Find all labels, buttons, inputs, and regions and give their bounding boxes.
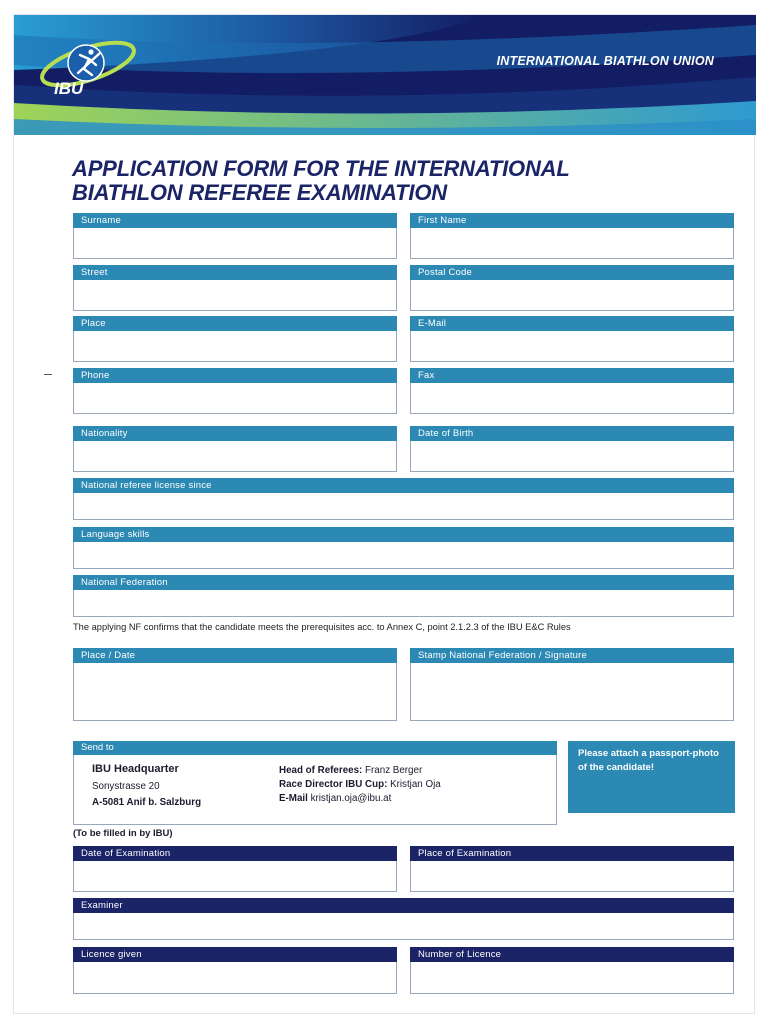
date-of-examination-input[interactable] <box>73 861 397 892</box>
street-input[interactable] <box>73 280 397 311</box>
national-federation-input[interactable] <box>73 590 734 617</box>
postal-code-input[interactable] <box>410 280 734 311</box>
stamp-signature-field[interactable] <box>410 648 734 721</box>
hq-city: A-5081 Anif b. Salzburg <box>92 797 202 808</box>
postal-code-field[interactable] <box>410 265 734 311</box>
confirm-note: The applying NF confirms that the candidate meets the prerequisites acc. to Annex C, point 2.1.2.3 of the IBU E&C Rules <box>73 622 571 632</box>
place-date-field[interactable] <box>73 648 397 721</box>
licence-given-field[interactable] <box>73 947 397 994</box>
header-banner <box>14 15 756 135</box>
send-to-section <box>73 741 557 825</box>
language-skills-field[interactable] <box>73 527 734 569</box>
first-name-label: First Name <box>410 213 734 228</box>
phone-label: Phone <box>73 368 397 383</box>
fax-field[interactable] <box>410 368 734 414</box>
fax-input[interactable] <box>410 383 734 414</box>
passport-photo-note: Please attach a passport-photo of the candidate! <box>568 741 735 813</box>
place-of-examination-field[interactable] <box>410 846 734 892</box>
language-skills-input[interactable] <box>73 542 734 569</box>
ibu-logo-icon <box>34 29 142 115</box>
surname-input[interactable] <box>73 228 397 259</box>
phone-input[interactable] <box>73 383 397 414</box>
phone-field[interactable] <box>73 368 397 414</box>
license-since-label: National referee license since <box>73 478 734 493</box>
surname-field[interactable] <box>73 213 397 259</box>
place-label: Place <box>73 316 397 331</box>
stamp-signature-label: Stamp National Federation / Signature <box>410 648 734 663</box>
date-of-birth-field[interactable] <box>410 426 734 472</box>
date-of-examination-field[interactable] <box>73 846 397 892</box>
national-federation-field[interactable] <box>73 575 734 617</box>
examiner-label: Examiner <box>73 898 734 913</box>
postal-code-label: Postal Code <box>410 265 734 280</box>
first-name-field[interactable] <box>410 213 734 259</box>
hq-street: Sonystrasse 20 <box>92 781 160 792</box>
email-field[interactable] <box>410 316 734 362</box>
email-input[interactable] <box>410 331 734 362</box>
license-since-field[interactable] <box>73 478 734 520</box>
national-federation-label: National Federation <box>73 575 734 590</box>
language-skills-label: Language skills <box>73 527 734 542</box>
examiner-field[interactable] <box>73 898 734 940</box>
first-name-input[interactable] <box>410 228 734 259</box>
place-input[interactable] <box>73 331 397 362</box>
licence-given-label: Licence given <box>73 947 397 962</box>
page-title <box>72 157 712 205</box>
email-label: E-Mail <box>410 316 734 331</box>
place-field[interactable] <box>73 316 397 362</box>
ibu-section-note: (To be filled in by IBU) <box>73 828 173 839</box>
org-name: INTERNATIONAL BIATHLON UNION <box>496 54 714 68</box>
nationality-field[interactable] <box>73 426 397 472</box>
race-director <box>279 779 441 790</box>
head-of-referees <box>279 765 422 776</box>
title-line-2: BIATHLON REFEREE EXAMINATION <box>72 180 447 205</box>
logo-text: IBU <box>54 79 84 98</box>
send-to-label: Send to <box>73 741 557 755</box>
licence-given-input[interactable] <box>73 962 397 994</box>
contact-email <box>279 793 391 804</box>
form-page <box>13 14 755 1014</box>
margin-mark <box>44 374 52 375</box>
date-of-birth-label: Date of Birth <box>410 426 734 441</box>
head-of-referees-value: Franz Berger <box>365 765 423 776</box>
head-of-referees-label: Head of Referees: <box>279 765 363 776</box>
stamp-signature-input[interactable] <box>410 663 734 721</box>
nationality-label: Nationality <box>73 426 397 441</box>
date-of-examination-label: Date of Examination <box>73 846 397 861</box>
title-line-1: APPLICATION FORM FOR THE INTERNATIONAL <box>72 156 570 181</box>
date-of-birth-input[interactable] <box>410 441 734 472</box>
examiner-input[interactable] <box>73 913 734 940</box>
race-director-value: Kristjan Oja <box>390 779 441 790</box>
surname-label: Surname <box>73 213 397 228</box>
street-field[interactable] <box>73 265 397 311</box>
hq-name: IBU Headquarter <box>92 763 179 775</box>
place-of-examination-label: Place of Examination <box>410 846 734 861</box>
place-date-label: Place / Date <box>73 648 397 663</box>
place-date-input[interactable] <box>73 663 397 721</box>
race-director-label: Race Director IBU Cup: <box>279 779 388 790</box>
contact-email-label: E-Mail <box>279 793 308 804</box>
street-label: Street <box>73 265 397 280</box>
send-to-box <box>73 755 557 825</box>
place-of-examination-input[interactable] <box>410 861 734 892</box>
license-since-input[interactable] <box>73 493 734 520</box>
fax-label: Fax <box>410 368 734 383</box>
number-of-licence-field[interactable] <box>410 947 734 994</box>
nationality-input[interactable] <box>73 441 397 472</box>
contact-email-link[interactable]: kristjan.oja@ibu.at <box>310 793 392 804</box>
number-of-licence-input[interactable] <box>410 962 734 994</box>
number-of-licence-label: Number of Licence <box>410 947 734 962</box>
